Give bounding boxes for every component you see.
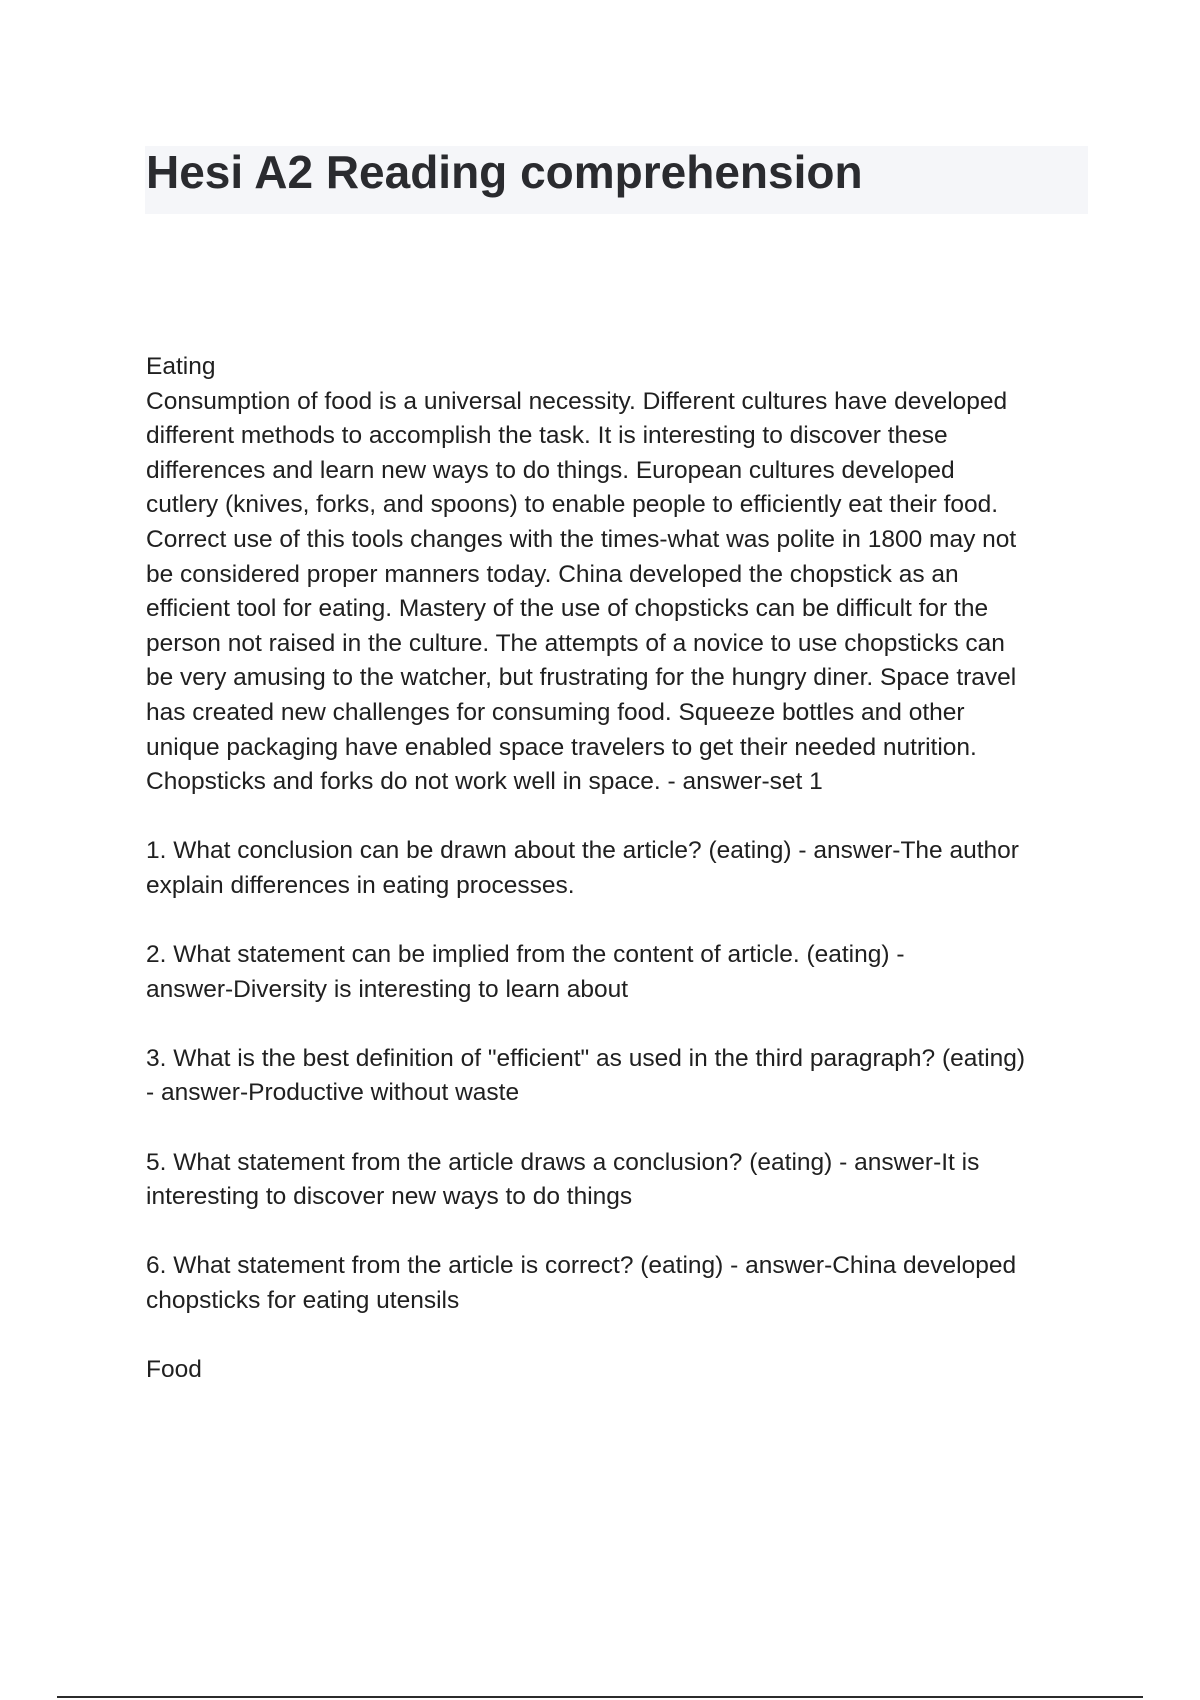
section-heading: Eating [146,353,216,380]
passage-text: Consumption of food is a universal necessity. Different cultures have developed different methods to accomplish the task. It is interesting to discover these differences and learn new ways to do things. European cultures developed cutlery (knives, forks, and spoons) to enable people to efficiently eat their food. Correct use of this tools changes with the times-what was polite in 1800 may not be considered proper manners today. China developed the chopstick as an efficient tool for eating. Mastery of the use of chopsticks can be difficult for the person not raised in the culture. The attempts of a novice to use chopsticks can be very amusing to the watcher, but frustrating for the hungry diner. Space travel has created new challenges for consuming food. Squeeze bottles and other unique packaging have enabled space travelers to get their needed nutrition. Chopsticks and forks do not work well in space. - answer-set 1 [146,387,1017,796]
question-item: 1. What conclusion can be drawn about the article? (eating) - answer-The author explain differences in eating processes. [146,837,1019,899]
next-section-heading: Food [146,1356,202,1384]
question-item: 5. What statement from the article draws a conclusion? (eating) - answer-It is interesting to discover new ways to do things [146,1148,980,1211]
question-item: 6. What statement from the article is correct? (eating) - answer-China developed chopsticks for eating utensils [146,1252,1017,1315]
question-item: 2. What statement can be implied from the content of article. (eating) - answer-Diversity is interesting to learn about [146,941,905,1003]
document-title: Hesi A2 Reading comprehension [146,146,863,198]
document-body [146,350,1096,1388]
page-bottom-divider [57,1696,1143,1698]
question-item: 3. What is the best definition of "efficient" as used in the third paragraph? (eating) - answer-Productive without waste [146,1044,1026,1107]
